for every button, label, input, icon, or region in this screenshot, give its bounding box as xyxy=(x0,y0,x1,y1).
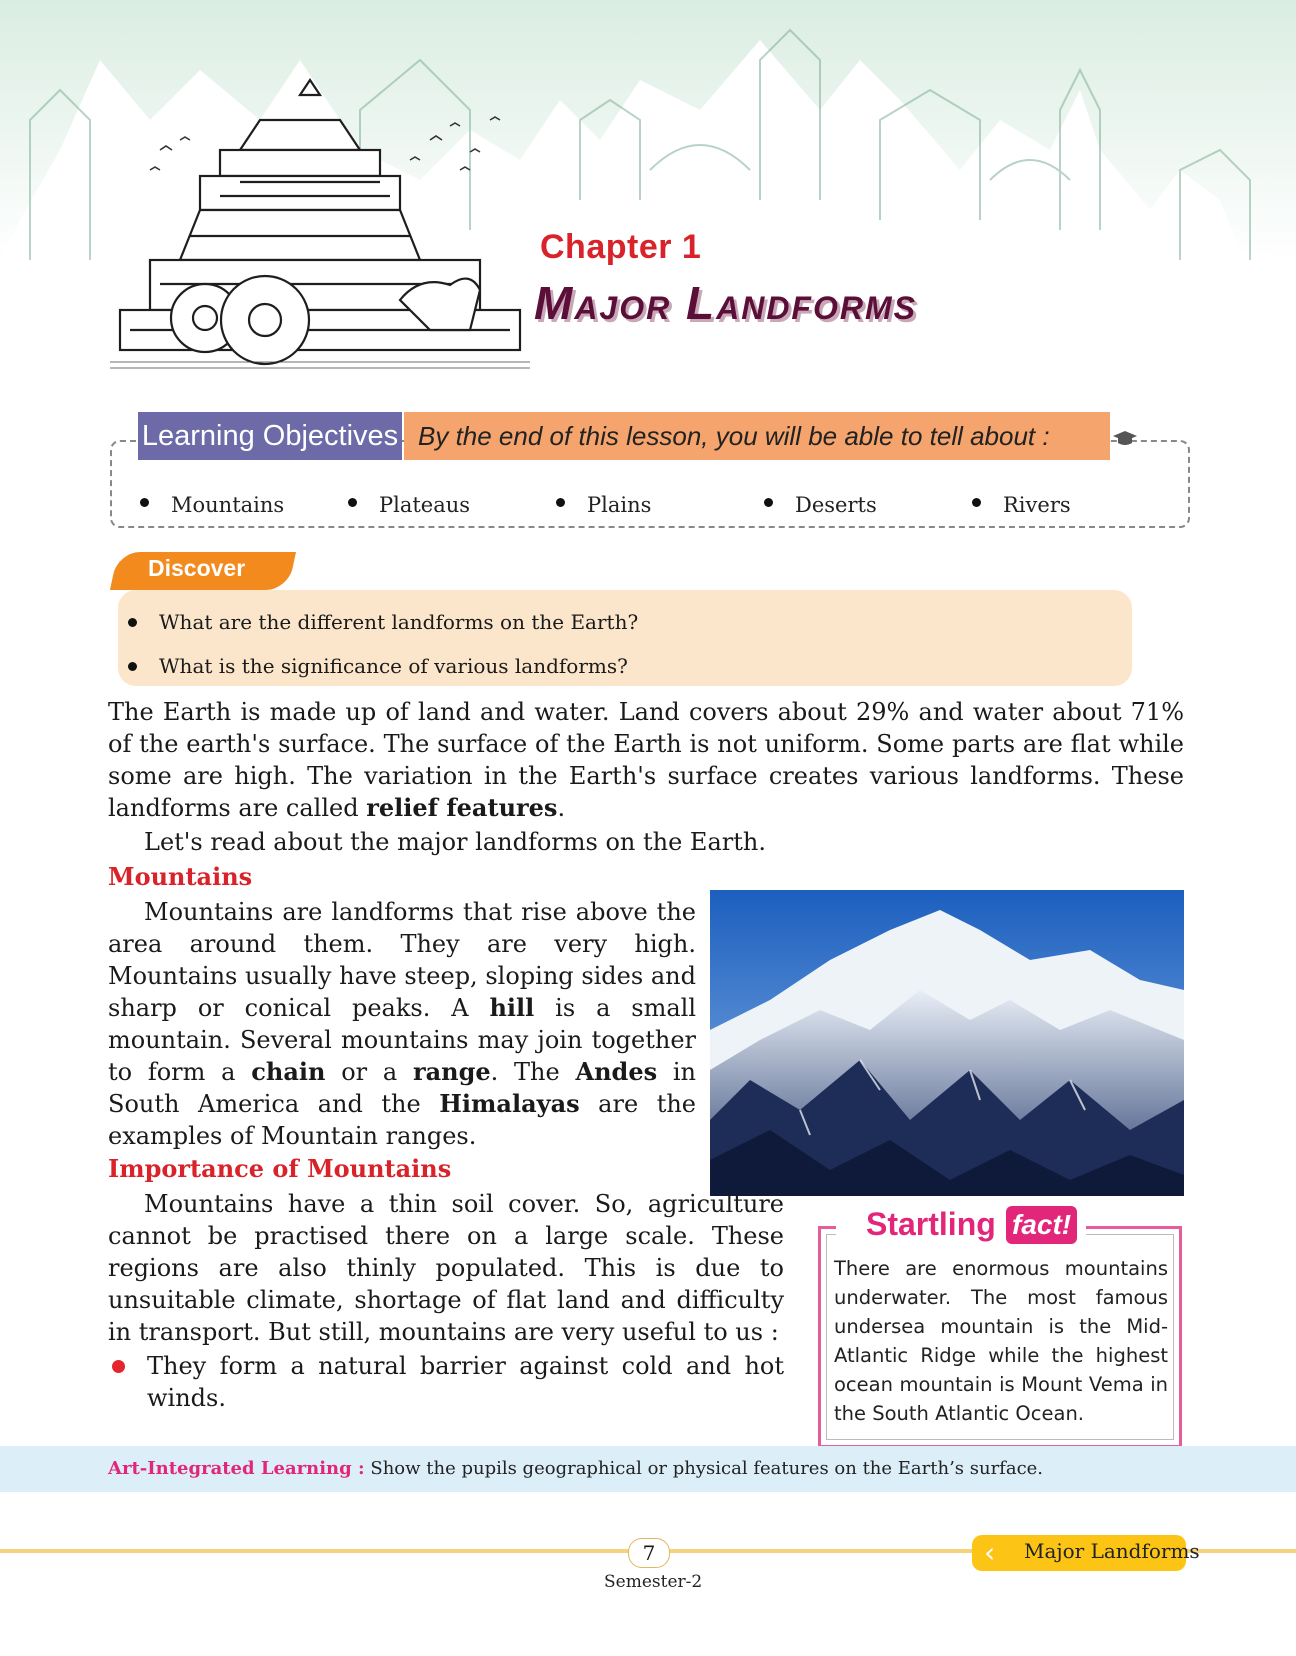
importance-paragraph: Mountains have a thin soil cover. So, agriculture cannot be practised there on a large scale. These regions are also thinly populated. This is due to unsuitable climate, shortage of flat land and difficulty in transport. But still, mountains are very useful to us : xyxy=(108,1190,784,1346)
chapter-tag-label: Major Landforms xyxy=(1024,1539,1200,1563)
header-illustration xyxy=(0,0,1296,400)
discover-question: What are the different landforms on the Earth? xyxy=(128,600,1108,644)
importance-bullet xyxy=(108,1350,784,1414)
objective-item: Plateaus xyxy=(348,488,556,522)
fact-badge: fact! xyxy=(1006,1206,1077,1244)
learning-objectives-intro: By the end of this lesson, you will be able to tell about : xyxy=(404,412,1110,460)
chevron-left-icon: ‹ xyxy=(984,1536,996,1569)
graduation-cap-icon xyxy=(1112,428,1138,448)
art-integrated-note: Art-Integrated Learning : Show the pupils geographical or physical features on the Earth’s surface. xyxy=(108,1458,1044,1479)
discover-label: Discover xyxy=(148,555,246,581)
mountains-paragraph: Mountains are landforms that rise above the area around them. They are very high. Mountains usually have steep, sloping sides and sharp or conical peaks. A hill is a small mountain. Several mountains may join together to form a chain or a range. The Andes in South America and the Himalayas are the examples of Mountain ranges. xyxy=(108,898,696,1150)
objective-item: Deserts xyxy=(764,488,972,522)
startling-fact-text: There are enormous mountains underwater. The most famous undersea mountain is the Mid-Atlantic Ridge while the highest ocean mountain is Mount Vema in the South Atlantic Ocean. xyxy=(834,1257,1168,1425)
discover-question: What is the significance of various landforms? xyxy=(128,644,1108,688)
learning-objectives-list xyxy=(140,488,1180,522)
intro-lead: Let's read about the major landforms on the Earth. xyxy=(144,828,766,856)
mountains-heading: Mountains xyxy=(108,862,253,891)
learning-objectives-tab: Learning Objectives xyxy=(138,412,402,460)
objective-item: Plains xyxy=(556,488,764,522)
startling-fact-title: Startling xyxy=(866,1206,996,1242)
page-number: 7 xyxy=(628,1538,670,1568)
objective-item: Mountains xyxy=(140,488,348,522)
intro-paragraph: The Earth is made up of land and water. Land covers about 29% and water about 71% of the earth's surface. The surface of the Earth is not uniform. Some parts are flat while some are high. The variation in the Earth's surface creates various landforms. These landforms are called relief features. xyxy=(108,698,1184,822)
semester-label: Semester-2 xyxy=(604,1572,703,1592)
importance-heading: Importance of Mountains xyxy=(108,1154,452,1183)
discover-questions xyxy=(128,600,1108,688)
mountain-photo xyxy=(710,890,1184,1196)
importance-bullet-text: They form a natural barrier against cold and hot winds. xyxy=(147,1352,784,1412)
chapter-title: Major Landforms xyxy=(534,277,917,329)
chapter-label: Chapter 1 xyxy=(540,228,702,266)
objective-item: Rivers xyxy=(972,488,1180,522)
